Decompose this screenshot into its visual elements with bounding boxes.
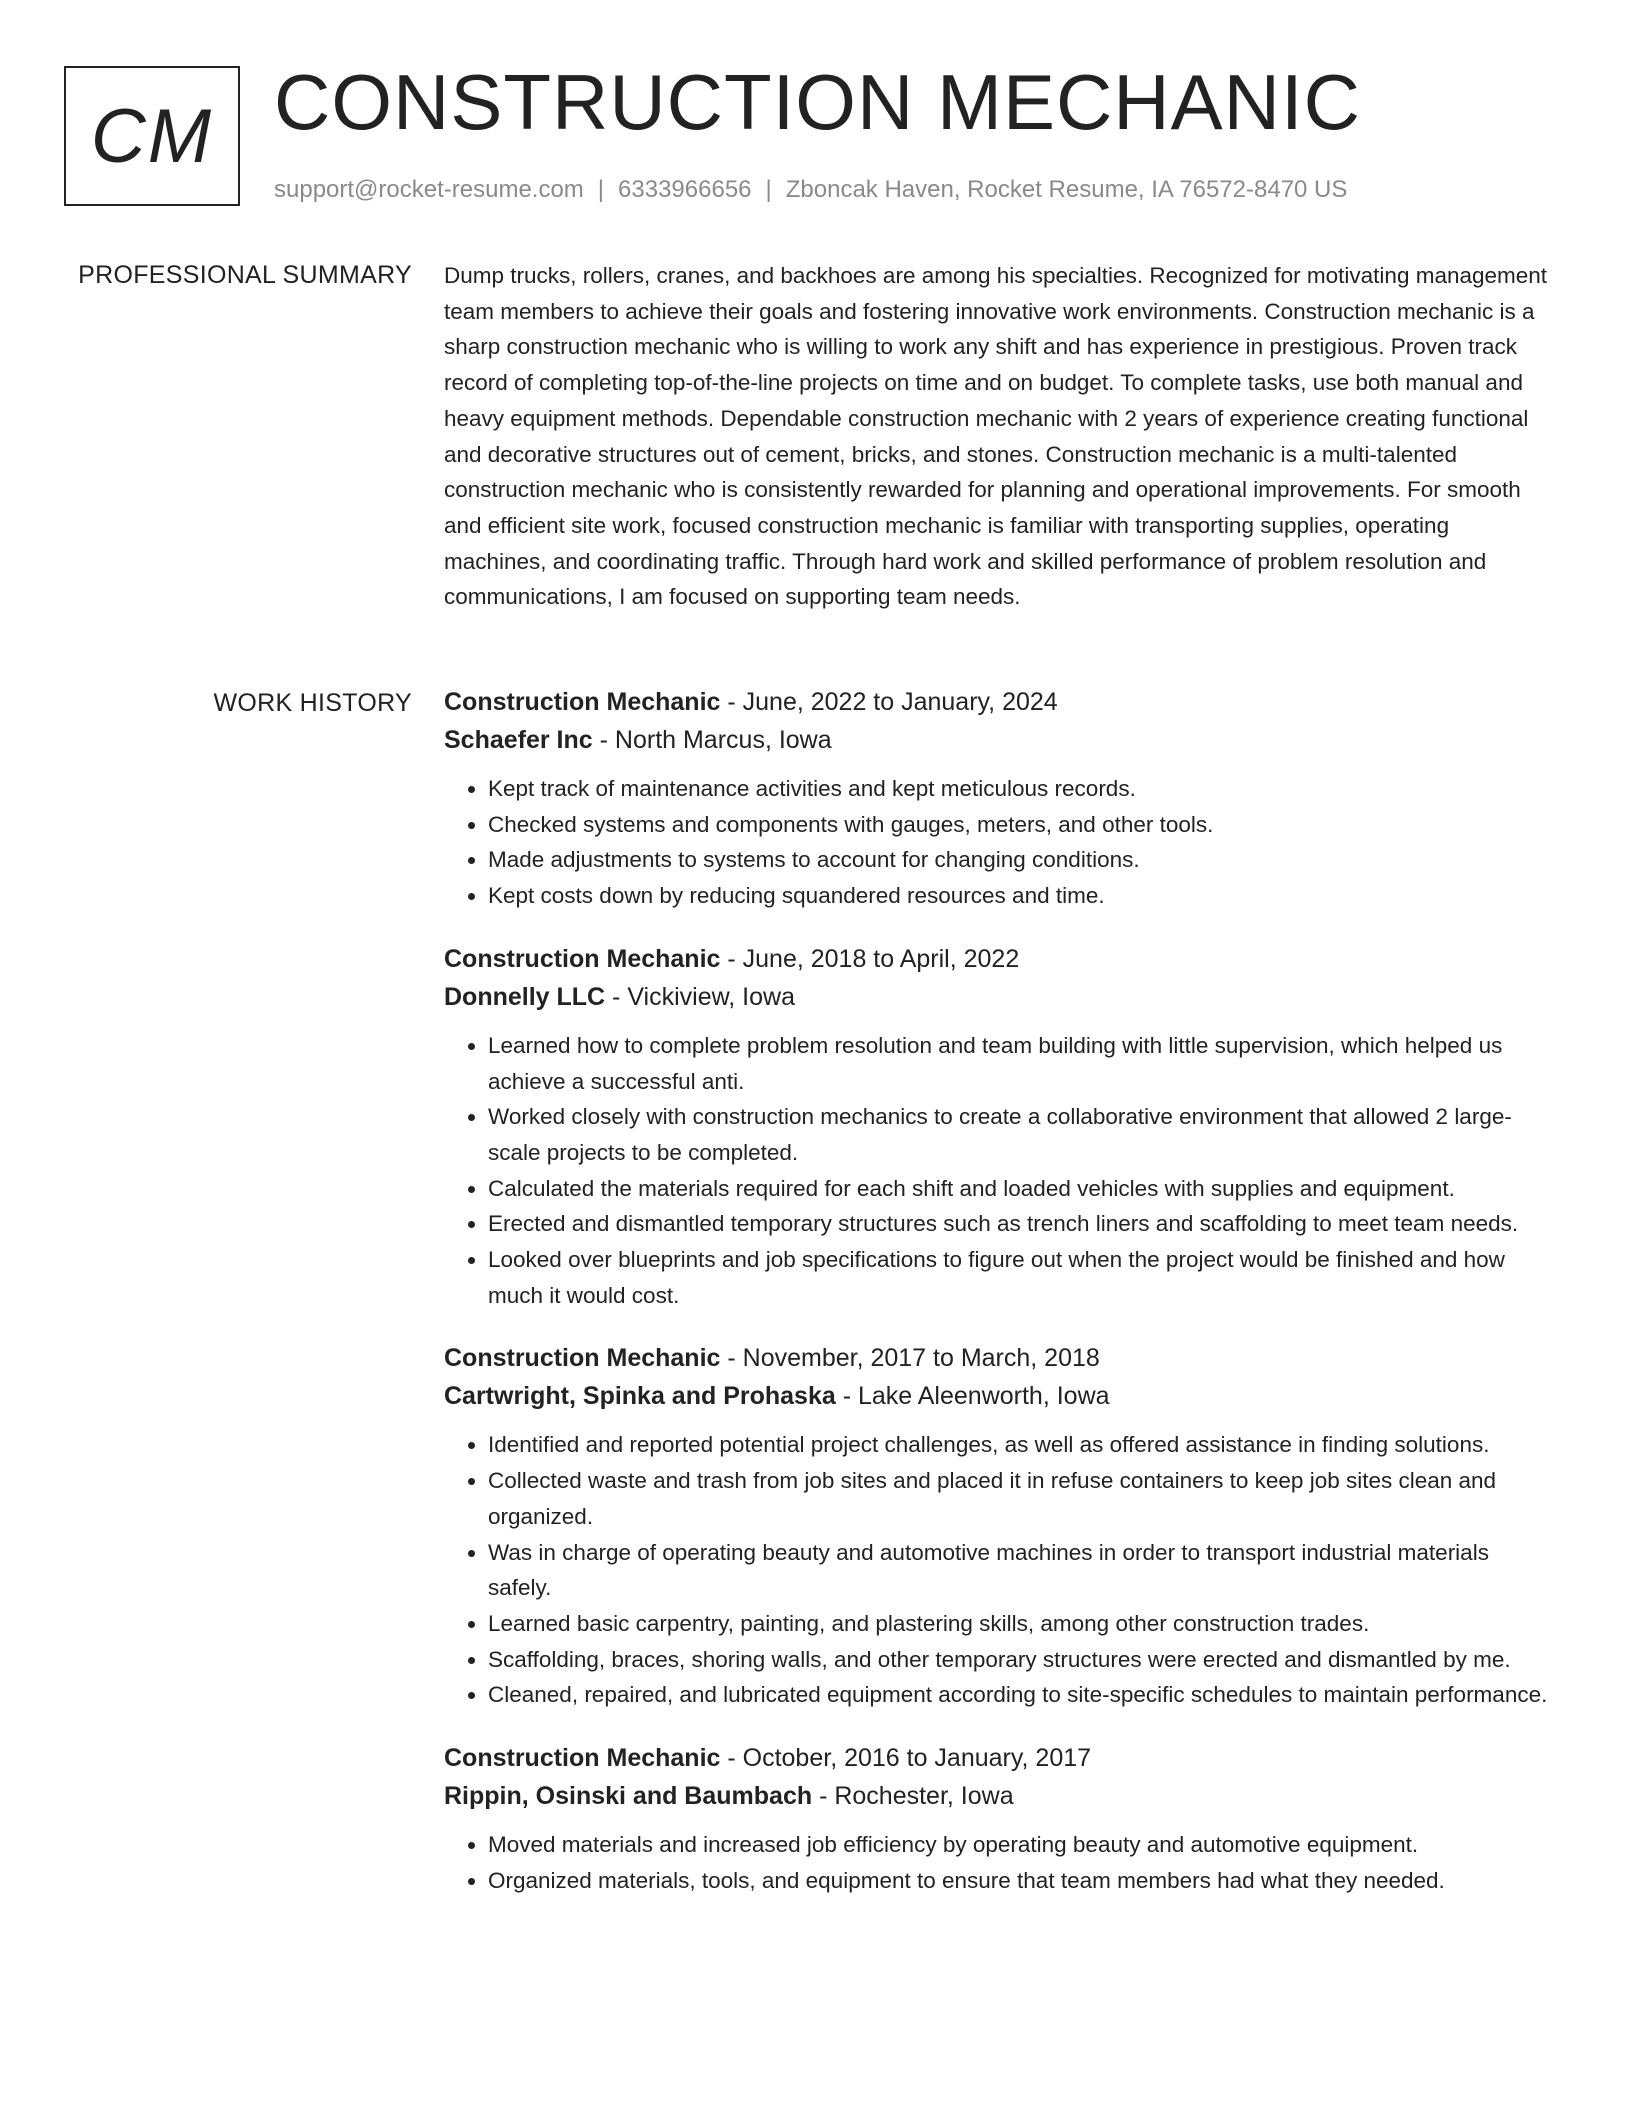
job-bullet: • Moved materials and increased job efficiency by operating beauty and automotive equipment. [488, 1827, 1554, 1863]
job-title-line [444, 1739, 1554, 1777]
job-bullet: • Collected waste and trash from job sites and placed it in refuse containers to keep job sites clean and organized. [488, 1463, 1554, 1534]
work-history-section [444, 683, 1554, 1924]
job-location: - North Marcus, Iowa [592, 726, 832, 754]
contact-phone: 6333966656 [618, 176, 752, 203]
job-title: Construction Mechanic [444, 1344, 721, 1373]
contact-separator: | [765, 176, 772, 203]
job-location: - Lake Aleenworth, Iowa [835, 1382, 1110, 1411]
job-bullets [444, 1028, 1554, 1314]
job-company: Donnelly LLC [444, 982, 606, 1011]
job-dates: - October, 2016 to January, 2017 [720, 1744, 1092, 1773]
job-bullet: • Was in charge of operating beauty and automotive machines in order to transport industrial materials safely. [488, 1535, 1554, 1606]
job-company-line [444, 1777, 1554, 1815]
contact-separator: | [597, 176, 605, 203]
job-title-line [444, 683, 1554, 721]
summary-heading: PROFESSIONAL SUMMARY [78, 261, 412, 289]
job-bullet: • Kept track of maintenance activities and kept meticulous records. [488, 771, 1554, 807]
job-dates: - November, 2017 to March, 2018 [720, 1344, 1100, 1373]
job-company: Cartwright, Spinka and Prohaska [444, 1382, 836, 1411]
job-title: Construction Mechanic [444, 1744, 721, 1773]
job-location: - Vickiview, Iowa [605, 982, 795, 1011]
job-bullet: • Made adjustments to systems to account for changing conditions. [488, 842, 1554, 878]
job-entry [444, 683, 1554, 914]
job-bullet: • Erected and dismantled temporary structures such as trench liners and scaffolding to meet team needs. [488, 1206, 1554, 1242]
job-bullet: • Calculated the materials required for each shift and loaded vehicles with supplies and equipment. [488, 1171, 1554, 1207]
job-bullet: • Organized materials, tools, and equipment to ensure that team members had what they needed. [488, 1863, 1554, 1899]
candidate-name: CONSTRUCTION MECHANIC [274, 58, 1361, 146]
job-company: Schaefer Inc [444, 726, 593, 754]
job-bullet: • Learned how to complete problem resolution and team building with little supervision, which helped us achieve a successful anti. [488, 1028, 1554, 1099]
job-company-line [444, 721, 1554, 759]
job-company-line [444, 1377, 1554, 1415]
job-title: Construction Mechanic [444, 944, 721, 973]
job-bullets [444, 1827, 1554, 1898]
job-bullet: • Kept costs down by reducing squandered resources and time. [488, 878, 1554, 914]
job-entry [444, 940, 1554, 1314]
job-bullet: • Scaffolding, braces, shoring walls, and other temporary structures were erected and dismantled by me. [488, 1642, 1554, 1678]
contact-line [274, 174, 1347, 206]
job-title-line [444, 940, 1554, 978]
job-dates: - June, 2022 to January, 2024 [720, 688, 1058, 716]
job-entry [444, 1339, 1554, 1713]
job-bullet: • Worked closely with construction mechanics to create a collaborative environment that allowed 2 large-scale projects to be completed. [488, 1099, 1554, 1170]
job-bullet: • Checked systems and components with gauges, meters, and other tools. [488, 807, 1554, 843]
job-title-line [444, 1339, 1554, 1377]
job-bullets [444, 1427, 1554, 1713]
job-company-line [444, 978, 1554, 1016]
job-entry [444, 1739, 1554, 1898]
job-bullet: • Looked over blueprints and job specifications to figure out when the project would be finished and how much it would cost. [488, 1242, 1554, 1313]
job-bullets [444, 771, 1554, 914]
job-location: - Rochester, Iowa [812, 1782, 1014, 1811]
job-bullet: • Learned basic carpentry, painting, and plastering skills, among other construction trades. [488, 1606, 1554, 1642]
job-bullet: • Identified and reported potential project challenges, as well as offered assistance in finding solutions. [488, 1427, 1554, 1463]
initials-monogram: CM [64, 66, 240, 206]
summary-section [444, 258, 1554, 615]
job-bullet: • Cleaned, repaired, and lubricated equipment according to site-specific schedules to maintain performance. [488, 1677, 1554, 1713]
work-history-heading: WORK HISTORY [213, 689, 412, 717]
job-company: Rippin, Osinski and Baumbach [444, 1782, 813, 1811]
contact-email: support@rocket-resume.com [274, 176, 584, 203]
job-title: Construction Mechanic [444, 688, 721, 716]
job-dates: - June, 2018 to April, 2022 [720, 944, 1020, 973]
contact-address: Zboncak Haven, Rocket Resume, IA 76572-8470 US [785, 176, 1348, 203]
summary-text: Dump trucks, rollers, cranes, and backhoes are among his specialties. Recognized for motivating management team members to achieve their goals and fostering innovative work environments. Construction mechanic is a sharp construction mechanic who is willing to work any shift and has experience in prestigious. Proven track record of completing top-of-the-line projects on time and on budget. To complete tasks, use both manual and heavy equipment methods. Dependable construction mechanic with 2 years of experience creating functional and decorative structures out of cement, bricks, and stones. Construction mechanic is a multi-talented construction mechanic who is consistently rewarded for planning and operational improvements. For smooth and efficient site work, focused construction mechanic is familiar with transporting supplies, operating machines, and coordinating traffic. Through hard work and skilled performance of problem resolution and communications, I am focused on supporting team needs. [444, 263, 1548, 610]
